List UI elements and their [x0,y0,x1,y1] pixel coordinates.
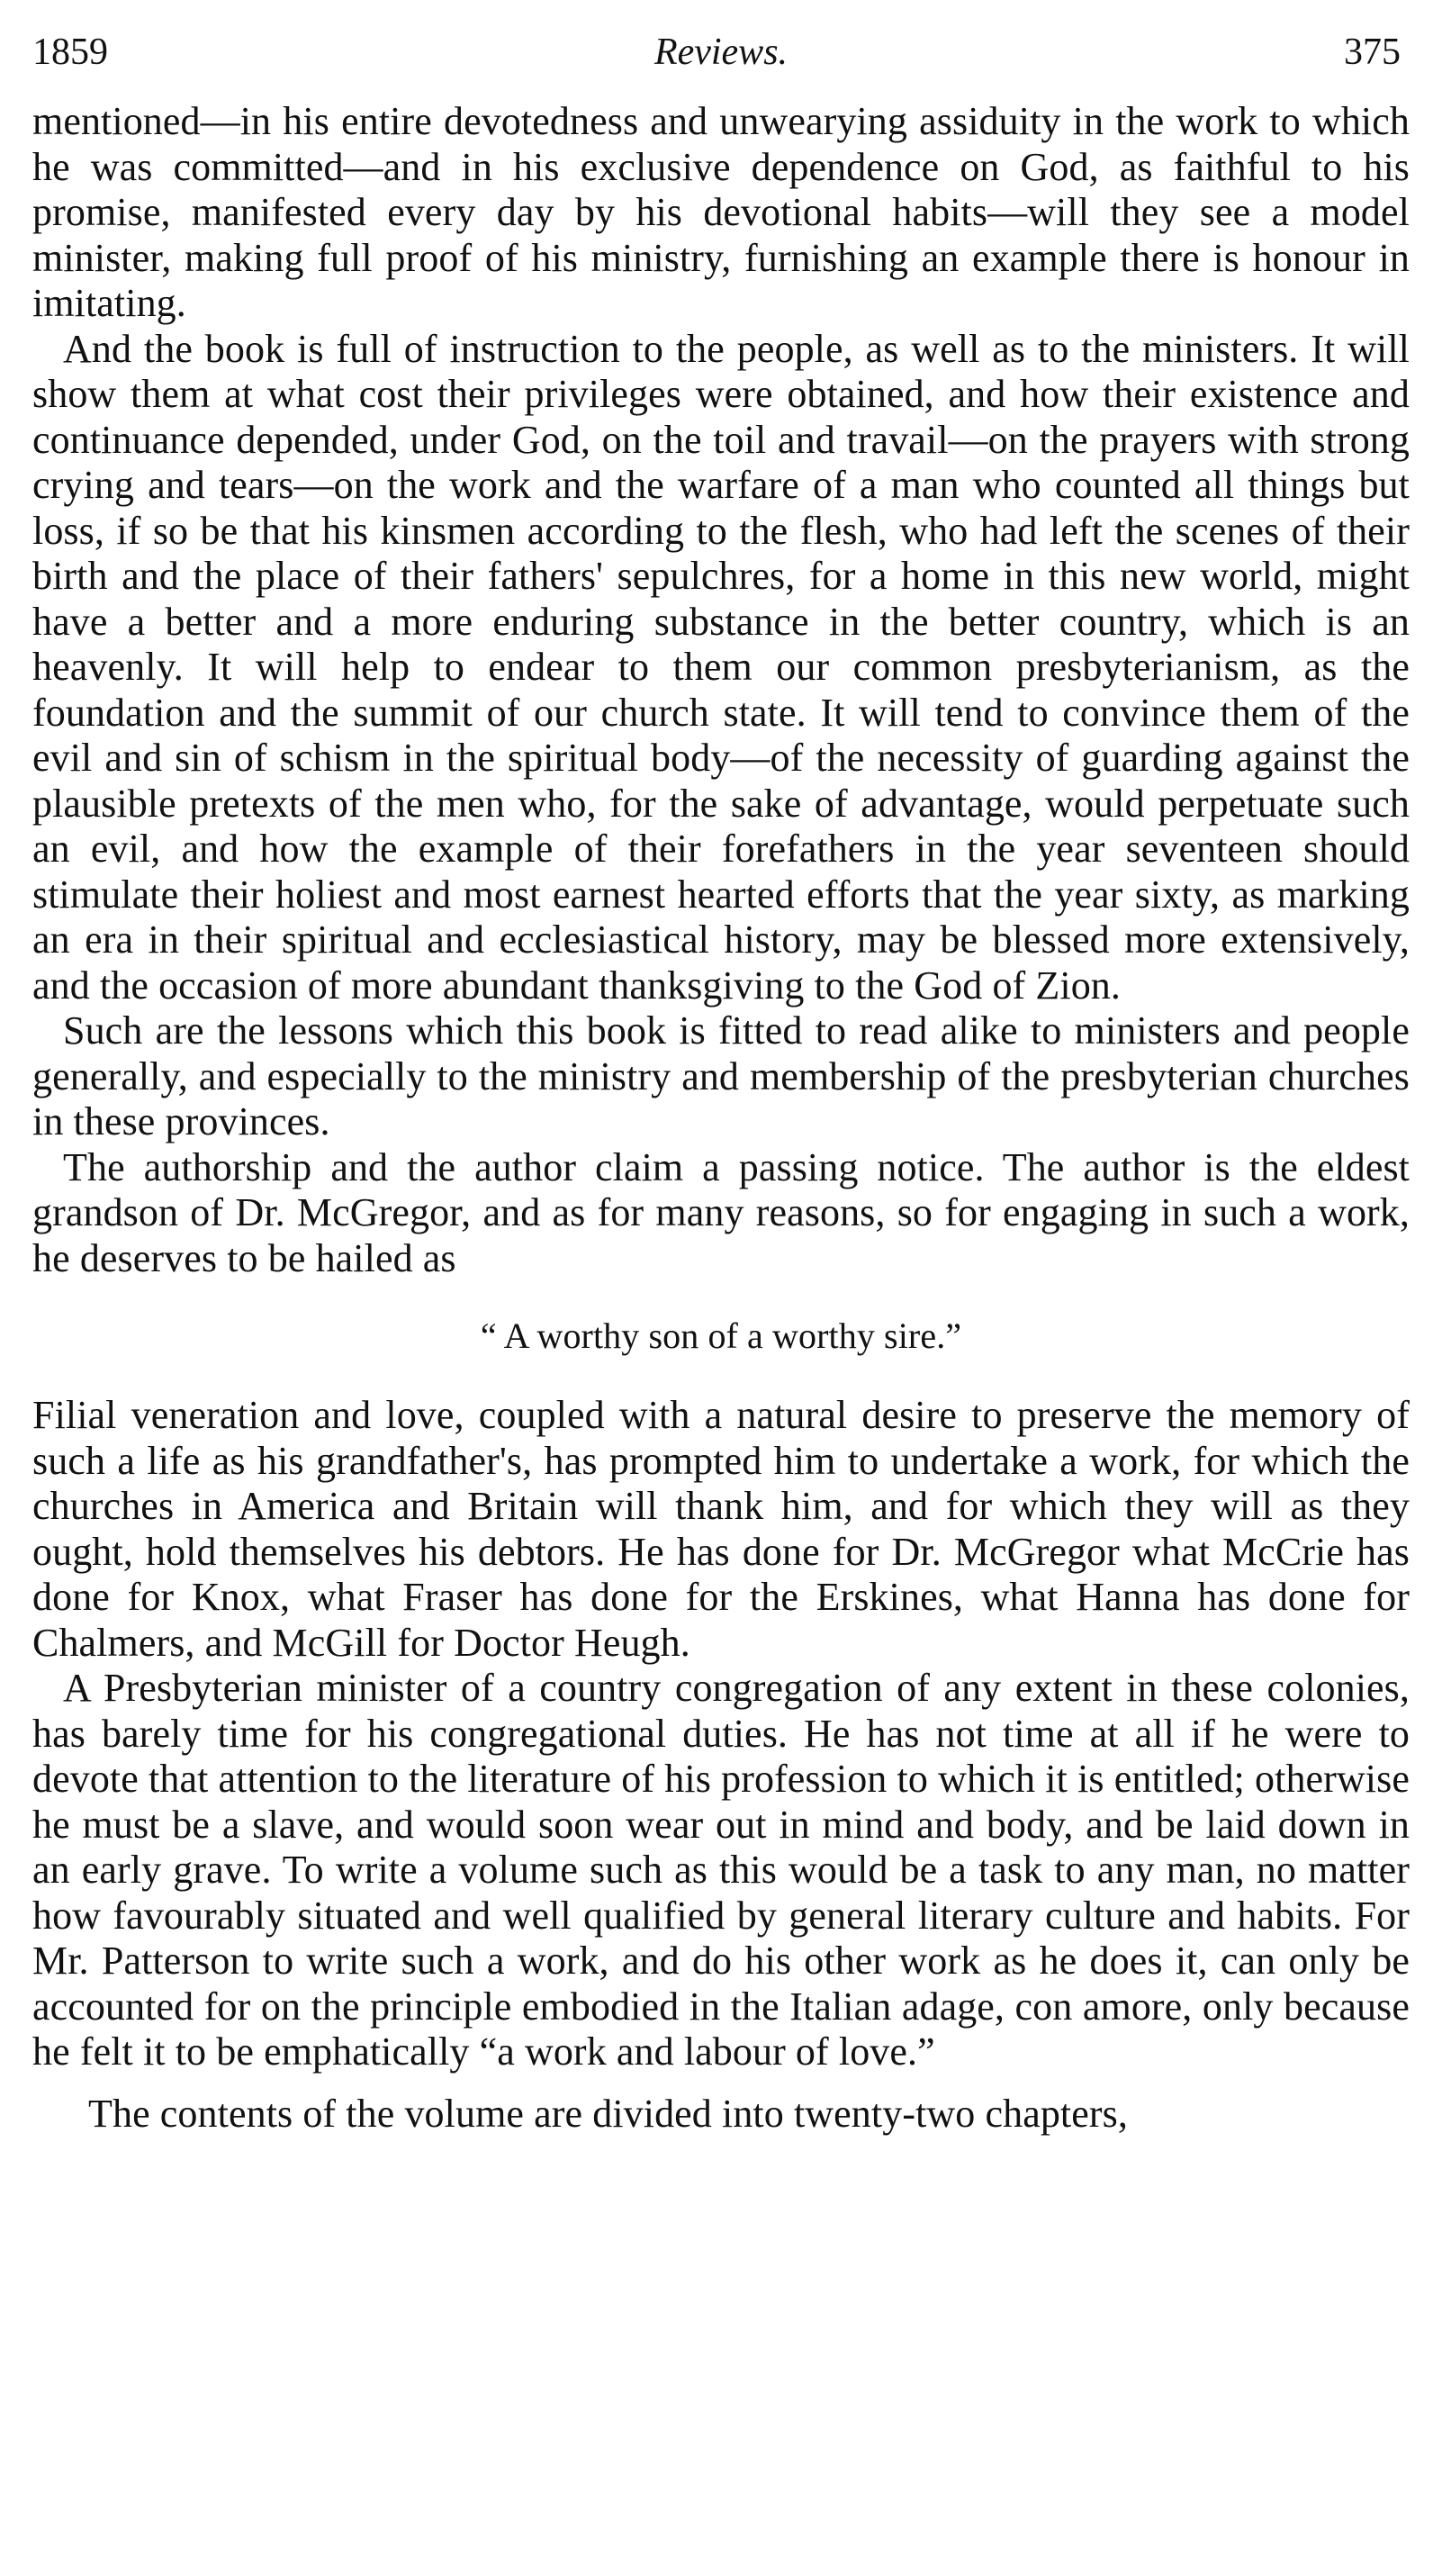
article-body [32,99,1410,2137]
paragraph-minister: A Presbyterian minister of a country congregation of any extent in these colonies, has barely time for his congregational duties. He has not time at all if he were to devote that attention to the literature of his profession to which it is entitled; otherwise he must be a slave, and would soon wear out in mind and body, and be laid down in an early grave. To write a volume such as this would be a task to any man, no matter how favourably situated and well qualified by general literary culture and habits. For Mr. Patterson to write such a work, and do his other work as he does it, can only be accounted for on the principle embodied in the Italian adage, con amore, only because he felt it to be emphatically “a work and labour of love.” [32,1666,1410,2074]
paragraph-continuation: mentioned—in his entire devotedness and unwearying assiduity in the work to which he was committed—and in his exclusive dependence on God, as faithful to his promise, manifested every day by his devotional habits—will they see a model minister, making full proof of his ministry, furnishing an example there is honour in imitating. [32,99,1410,325]
header-year: 1859 [32,32,108,73]
paragraph-lessons: Such are the lessons which this book is fitted to read alike to ministers and people generally, and especially to the ministry and membership of the presbyterian churches in these provinces. [32,1008,1410,1143]
page-number: 375 [1344,32,1401,73]
paragraph-filial: Filial veneration and love, coupled with a natural desire to preserve the memory of such a life as his grandfather's, has prompted him to undertake a work, for which the churches in America and Britain will thank him, and for which they will as they ought, hold themselves his debtors. He has done for Dr. McGregor what McCrie has done for Knox, what Fraser has done for the Erskines, what Hanna has done for Chalmers, and McGill for Doctor Heugh. [32,1393,1410,1665]
paragraph-instruction: And the book is full of instruction to the people, as well as to the ministers. It will show them at what cost their privileges were obtained, and how their existence and continuance depended, under God, on the toil and travail—on the prayers with strong crying and tears—on the work and the warfare of a man who counted all things but loss, if so be that his kinsmen according to the flesh, who had left the scenes of their birth and the place of their fathers' sepulchres, for a home in this new world, might have a better and a more enduring substance in the better country, which is an heavenly. It will help to endear to them our common presbyterianism, as the foundation and the summit of our church state. It will tend to convince them of the evil and sin of schism in the spiritual body—of the necessity of guarding against the plausible pretexts of the men who, for the sake of advantage, would perpetuate such an evil, and how the example of their forefathers in the year seventeen should stimulate their holiest and most earnest hearted efforts that the year sixty, as marking an era in their spiritual and ecclesiastical history, may be blessed more extensively, and the occasion of more abundant thanksgiving to the God of Zion. [32,326,1410,1008]
block-quote: “ A worthy son of a worthy sire.” [480,1315,962,1356]
document-page [32,25,1410,2137]
paragraph-contents: The contents of the volume are divided into twenty-two chapters, [88,2091,1128,2136]
header-title: Reviews. [653,32,789,73]
running-head [32,25,1410,79]
paragraph-authorship: The authorship and the author claim a passing notice. The author is the eldest grandson of Dr. McGregor, and as for many reasons, so for engaging in such a work, he deserves to be hailed as [32,1144,1410,1280]
